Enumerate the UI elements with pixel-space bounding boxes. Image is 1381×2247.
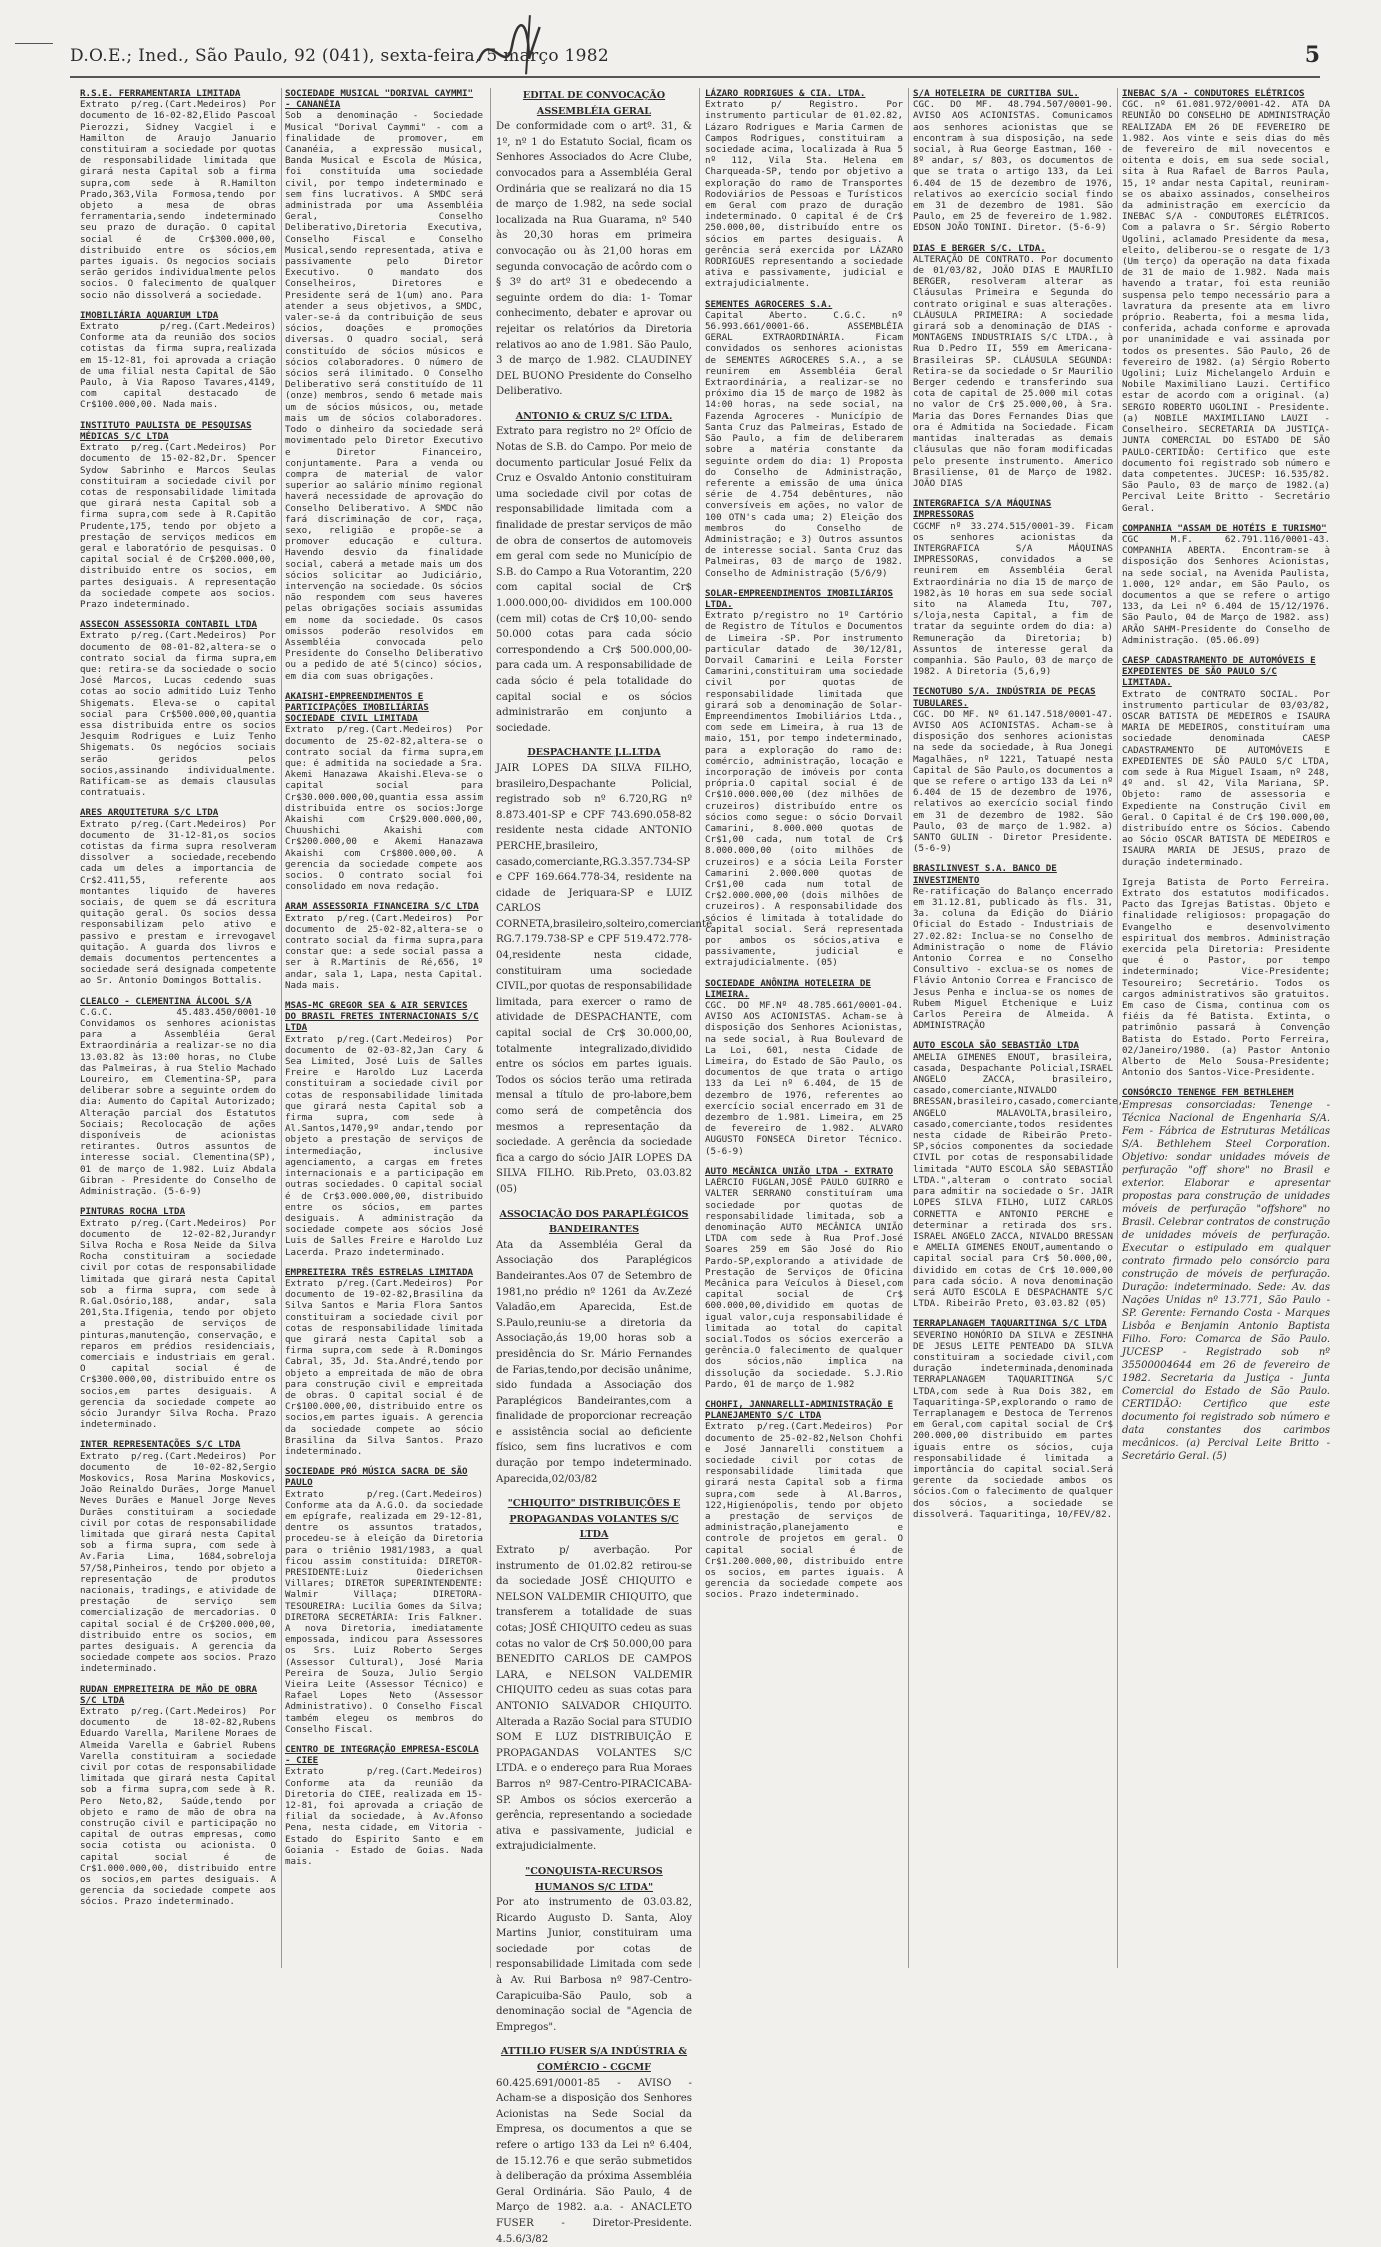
notice bbox=[913, 88, 1113, 234]
notice-body: Extrato p/reg.(Cart.Medeiros) Por documento de 10-02-82,Sergio Moskovics, Rosa Marina Moskovics, João Reinaldo Durães, Jorge Manuel Neves Durães e Manuel Jorge Neves Durães constituiram a sociedade civil por cotas de responsabilidade limitada que girará nesta Capital sob a firma supra, com sede à Av.Faria Lima, 1684,sobreloja 57/58,Pinheiros, tendo por objeto a representação de produtos nacionais, tradings, e atividade de prestação de serviço sem comercialização de mercadorias. O capital social é de Cr$200.000,00, distribuido entre os socios, em partes desiguais. A gerencia da sociedade compete aos socios. Prazo indeterminado. bbox=[80, 1450, 276, 1675]
notice bbox=[80, 1206, 276, 1430]
notice bbox=[705, 1399, 903, 1601]
notice-body: Extrato p/reg.(Cart.Medeiros) Por documento de 12-02-82,Jurandyr Silva Rocha e Rosa Neide da Silva Rocha constituiram a sociedade civil por cotas de responsabilidade limitada que girará nesta Capital sob a firma supra, com sede à R.Gal.Osório,188, andar, sala 201,Sta.Ifigenia, tendo por objeto a prestação de serviços de pinturas,manutenção, conservação, e reparos em prédios residenciais, comerciais e industriais em geral. O capital social é de Cr$300.000,00, distribuido entre os socios,em partes desiguais. A gerencia da sociedade compete ao sócio Jurandyr Silva Rocha. Prazo indeterminado. bbox=[80, 1217, 276, 1431]
notice bbox=[496, 1496, 692, 1855]
notice-body: Por ato instrumento de 03.03.82, Ricardo Augusto D. Santa, Aloy Martins Junior, constituiram uma sociedade por cotas de responsabilidade Limitada com sede à Av. Rui Barbosa nº 987-Centro-Carapicuiba-São Paulo, sob a denominação social de "Agencia de Empregos". bbox=[496, 1897, 692, 2033]
notice bbox=[913, 1040, 1124, 1310]
notice bbox=[705, 88, 903, 290]
notice-body: LAÉRCIO FUGLAN,JOSÉ PAULO GUIRRO e VALTER SERRANO constituíram uma sociedade por quotas de responsabilidade limitada, sob a denominação AUTO MECÂNICA UNIÃO LTDA com sede à Rua Prof.José Soares 259 em São José do Rio Pardo-SP,explorando a atividade de Prestação de Serviços de Oficina Mecânica para Veículos à Diesel,com capital social de Cr$ 600.000,00,dividido em quotas de igual valor,cuja responsabilidade é limitada ao total do capital social.Todos os sócios exercerão a gerência.O falecimento de qualquer dos sócios,não implica na dissolução da sociedade. S.J.Rio Pardo, 01 de março de 1.982 bbox=[705, 1177, 903, 1390]
notice bbox=[1122, 523, 1330, 646]
notice-body: 60.425.691/0001-85 - AVISO - Acham-se a disposição dos Senhores Acionistas na Sede Social da Empresa, os documentos a que se refere o artigo 133 da Lei nº 6.404, de 15.12.76 e que serão submetidos à deliberação da próxima Assembléia Geral Ordinária. São Paulo, 4 de Março de 1982. a.a. - ANACLETO FUSER - Diretor-Presidente. 4.5.6/3/82 bbox=[496, 2077, 692, 2245]
notice-body: Extrato p/registro no 1º Cartório de Registro de Títulos e Documentos de Limeira -SP. Por instrumento particular datado de 30/12/81, Dorvail Camarini e Leila Forster Camarini,constituiram uma sociedade civil por quotas de responsabilidade limitada que girará sob a denominação de Solar-Empreendimentos Imobiliários Ltda., com sede em Limeira, à rua 13 de maio, 151, por tempo indeterminado, para a exploração do ramo de: comércio, administração, locação e incorporação de imóveis por conta própria.O capital social é de Cr$10.000.000,00 (dez milhões de cruzeiros) distribuído entre os sócios como segue: o sócio Dorvail Camarini, 8.000.000 quotas de Cr$1,00 cada, num total de Cr$ 8.000.000,00 (oito milhões de cruzeiros) e a sócia Leila Forster Camarini 2.000.000 quotas de Cr$1,00 cada num total de Cr$2.000.000,00 (dois milhões de cruzeiros). A responsabilidade dos sócios é limitada à totalidade do capital social. Será representada por ambos os sócios,ativa e passivamente, judicial e extrajudicialmente. (05) bbox=[705, 610, 903, 969]
notice-body: Extrato p/reg.(Cart.Medeiros) Por documento de 25-02-82,altera-se o contrato social da firma supra,em que: é admitida na sociedade a Sra. Akemi Hanazawa Akaishi.Eleva-se o capital social para Cr$30.000.000,00,quantia essa assim distribuida entre os socios:Jorge Akaishi com Cr$29.000.000,00, Chuushichi Akaishi com Cr$200.000,00 e Akemi Hanazawa Akaishi com Cr$800.000,00. A gerencia da sociedade compete aos socios. O contrato social foi consolidado em nova redação. bbox=[285, 724, 483, 893]
notice bbox=[705, 1166, 903, 1390]
notice bbox=[285, 901, 483, 991]
notice-heading: EDITAL DE CONVOCAÇÃO ASSEMBLÉIA GERAL bbox=[522, 90, 666, 117]
notice-body: Sob a denominação - Sociedade Musical "Dorival Caymmi" - com a finalidade de promover, em Cananéia, a expressão musical, Banda Musical e Escola de Música, foi constituída uma sociedade civil, por tempo indeterminado e sem fins lucrativos. A SMDC será administrada por uma Assembléia Geral, Conselho Deliberativo,Diretoria Executiva, Conselho Fiscal e Conselho Musical,sendo representada, ativa e passivamente pelo Diretor Executivo. O mandato dos Conselheiros, Diretores e Presidente será de 1(um) ano. Para atender a seus objetivos, a SMDC, valer-se-á da contribuição de seus sócios, doações e promoções diversas. O quadro social, será constituído de sócios músicos e sócios colaboradores. O número de sócios será ilimitado. O Conselho Deliberativo será constituído de 11 (onze) membros, sendo 6 metade mais um de sócios músicos, ou, metade mais um de sócios colaboradores. Todo o dinheiro da sociedade será movimentado pelo Diretor Executivo e Diretor Financeiro, conjuntamente. Para a venda ou compra de material de valor superior ao salário mínimo regional haverá necessidade de aprovação do Conselho Deliberativo. A SMDC não fará discriminação de cor, raça, sexo, religião e propõe-se a promover educação e cultura. Havendo desvio da finalidade social, caberá a metade mais um dos sócios solicitar ao Judiciário, intervenção na sociedade. Os sócios não respondem com seus haveres pelas obrigações sociais assumidas em nome da sociedade. Os casos omissos poderão resolvidos em Assembléia convocada pelo Presidente do Conselho Deliberativo ou a pedido de até 5(cinco) sócios, em dia com suas obrigações. bbox=[285, 110, 483, 682]
notice bbox=[1122, 88, 1330, 514]
notice-body: Extrato p/reg.(Cart.Medeiros) Por documento de 25-02-82,altera-se o contrato social da firma supra,para constar que: a sede social passa a ser à R.Martinis de Ré,656, 1º andar, sala 1, Lapa, nesta Capital. Nada mais. bbox=[285, 912, 483, 991]
notice-body: De conformidade com o artº. 31, & 1º, nº 1 do Estatuto Social, ficam os Senhores Associados do Acre Clube, convocados para a Assembléia Geral Ordinária que se realizará no dia 15 de março de 1.982, na sede social localizada na Rua Guarama, nº 540 às 20,30 horas em primeira convocação ou às 21,00 horas em segunda convocação de acôrdo com o § 3º do artº 31 e obedecendo a seguinte ordem do dia: 1- Tomar conhecimento, debater e aprovar ou rejeitar os relatórios da Diretoria relativos ao ano de 1.981. São Paulo, 3 de março de 1.982. CLAUDINEY DEL BUONO Presidente do Conselho Deliberativo. bbox=[496, 121, 692, 398]
notice-heading: ARAM ASSESSORIA FINANCEIRA S/C LTDA bbox=[285, 901, 479, 913]
notice-heading: AUTO ESCOLA SÃO SEBASTIÃO LTDA bbox=[913, 1040, 1079, 1052]
page-number: 5 bbox=[1304, 42, 1320, 68]
notice-body: Extrato p/reg.(Cart.Medeiros) Por documento de 15-02-82,Dr. Spencer Sydow Sabrinho e Marcos Seulas constituiram a sociedade civil por cotas de responsabilidade limitada que girará nesta Capital sob a firma supra,com sede à R.Capitão Prudente,175, tendo por objeto a prestação de serviços medicos em geral e laboratório de pesquisas. O capital social é de Cr$200.000,00, distribuido entre os socios, em partes desiguais. A representação da sociedade compete aos socios. Prazo indeterminado. bbox=[80, 442, 276, 610]
notice-heading: LÁZARO RODRIGUES & CIA. LTDA. bbox=[705, 88, 866, 99]
notice-heading: ASSECON ASSESSORIA CONTABIL LTDA bbox=[80, 619, 258, 631]
notice-body: CGC. nº 61.081.972/0001-42. ATA DA REUNIÃO DO CONSELHO DE ADMINISTRAÇÃO REALIZADA EM 26 DE FEVEREIRO DE 1.982. Aos vinte e seis dias do mês de fevereiro de mil novecentos e oitenta e dois, em sua sede social, sita à Rua Rafael de Barros Paula, 15, 1º andar nesta Capital, reuniram-se os abaixo assinados, conselheiros da administração em exercício da INEBAC S/A - CONDUTORES ELÉTRICOS. Com a palavra o Sr. Sérgio Roberto Ugolini, aclamado Presidente da mesa, eleito, deliberou-se o resgate de 1/3 (Um terço) da operação na data fixada de 31 de maio de 1.982. Nada mais havendo a tratar, foi esta reunião suspensa pelo tempo necessário para a lavratura da presente ata em livro próprio. Reaberta, foi a mesma lida, conferida, achada conforme e aprovada por unanimidade e vai assinada por todos os presentes. São Paulo, 26 de fevereiro de 1982. (a) Sérgio Roberto Ugolini; Luiz Michelangelo Arduin e Nobile Maximiliano Lauzi. Certifico estar de acordo com a original. (a) SERGIO ROBERTO UGOLINI - Presidente. (a) NOBILE MAXIMILIANO LAUZI - Conselheiro. SECRETARIA DA JUSTIÇA-JUNTA COMERCIAL DO ESTADO DE SÃO PAULO-CERTIDÃO: Certifico que este documento foi registrado sob número e data competentes. JUCESP: 16.535/82. São Paulo, 03 de março de 1982.(a) Percival Leite Britto - Secretário Geral. bbox=[1122, 99, 1330, 514]
notice-heading: MSAS-MC GREGOR SEA & AIR SERVICES DO BRASIL FRETES INTERNACIONAIS S/C LTDA bbox=[285, 1000, 479, 1034]
notice-body: C.G.C. 45.483.450/0001-10 Convidamos os senhores acionistas para a Assembléia Geral Extraordinária a realizar-se no dia 13.03.82 às 13:00 horas, no Clube das Palmeiras, à rua Stelio Machado Loureiro, em Clementina-SP, para deliberar sobre a seguinte ordem do dia: Aumento do Capital Autorizado; Alteração parcial dos Estatutos Sociais; Recolocação de ações disponíveis de acionistas retirantes. Outros assuntos de interesse social. Clementina(SP), 01 de março de 1.982. Luiz Abdala Gibran - Presidente do Conselho de Administração. (5-6-9) bbox=[80, 1006, 276, 1198]
notice-body: CGC. DO MF. 48.794.507/0001-90. AVISO AOS ACIONISTAS. Comunicamos aos senhores acionistas que se encontram à sua disposição, na sede social, à Rua George Eastman, 160 - 8º andar, s/ 803, os documentos de que se trata o artigo 133, da Lei 6.404 de 15 de dezembro de 1976, relativos ao exercício social findo em 31 de dezembro de 1981. São Paulo, em 25 de fevereiro de 1.982. EDSON JOÃO TONINI. Diretor. (5-6-9) bbox=[913, 99, 1113, 234]
column-4 bbox=[705, 88, 903, 1993]
notice-heading: COMPANHIA "ASSAM DE HOTÉIS E TURISMO" bbox=[1122, 522, 1327, 534]
page-header bbox=[70, 42, 1320, 78]
notice-heading: IMOBILIÁRIA AQUARIUM LTDA bbox=[80, 309, 219, 321]
notice bbox=[285, 1267, 483, 1457]
notice-heading: SOLAR-EMPREENDIMENTOS IMOBILIÁRIOS LTDA. bbox=[705, 587, 894, 610]
notice bbox=[913, 243, 1113, 489]
column-rule bbox=[699, 88, 700, 1968]
notice bbox=[705, 299, 903, 579]
notice bbox=[285, 1744, 483, 1867]
notice bbox=[496, 1207, 692, 1488]
notice bbox=[1122, 655, 1330, 868]
column-rule bbox=[1117, 88, 1118, 1968]
notice-heading: ATTILIO FUSER S/A INDÚSTRIA & COMÉRCIO - CGCMF bbox=[500, 2046, 688, 2074]
column-rule bbox=[908, 88, 909, 1968]
notice-heading: ARES ARQUITETURA S/C LTDA bbox=[80, 807, 219, 819]
column-2 bbox=[285, 88, 483, 1993]
notice-heading: SOCIEDADE MUSICAL "DORIVAL CAYMMI" - CANANÉIA bbox=[285, 88, 474, 111]
notice-body: Extrato p/reg.(Cart.Medeiros) Conforme ata da reunião dos socios cotistas da firma supra,realizada em 15-12-81, foi aprovada a criação de uma filial nesta Capital de São Paulo, à Via Raposo Tavares,4149, com capital destacado de Cr$100.000,00. Nada mais. bbox=[80, 321, 276, 411]
notice-body: Igreja Batista de Porto Ferreira. Extrato dos estatutos modificados. Pacto das Igrejas Batistas. Objeto e finalidade religiosos: propagação do Evangelho e desenvolvimento espiritual dos membros. Administração exercida pela Diretoria: Presidente que é o Pastor, por tempo indeterminado; Vice-Presidente; Tesoureiro; Secretário. Todos os cargos administrativos são gratuitos. Em caso de Cisma, continua com os fiéis da fé Batista. Extinta, o patrimônio passará à Convenção Batista do Estado. Porto Ferreira, 02/Janeiro/1980. (a) Pastor Antonio Alberto de Melo Sousa-Presidente; Antonio dos Santos-Vice-Presidente. bbox=[1122, 876, 1330, 1079]
notice-body: Extrato para registro no 2º Ofício de Notas de S.B. do Campo. Por meio de documento particular Josué Felix da Cruz e Osvaldo Antonio constituiram uma sociedade civil por cotas de responsabilidade limitada com a finalidade de prestar serviços de mão de obra de consertos de automoveis em geral com sede no Município de S.B. do Campo a Rua Votorantim, 220 com capital social de Cr$ 1.000.000,00- divididos em 100.000 (cem mil) cotas de Cr$ 10,00- sendo 50.000 cotas para cada sócio correspondendo a Cr$ 500.000,00- para cada um. A responsabilidade de cada sócio é pela totalidade do capital social e os sócios administrarão em conjunto a sociedade. bbox=[496, 426, 692, 734]
notice-body: SEVERINO HONÓRIO DA SILVA e ZESINHA DE JESUS LEITE PENTEADO DA SILVA constituiram a sociedade civil,com duração indeterminada,denominada TERRAPLANAGEM TAQUARITINGA S/C LTDA,com sede à Rua Dois 382, em Taquaritinga-SP,explorando o ramo de Terraplanagem e Destoca de Terrenos em Geral,com capital social de Cr$ 200.000,00 distribuido em partes iguais entre os sócios, cuja responsabilidade é limitada a importância do capital social.Será gerente da sociedade ambos os sócios.Com o falecimento de qualquer dos sócios, a sociedade se dissolverá. Taquaritinga, 10/FEV/82. bbox=[913, 1329, 1113, 1520]
notice-body: Re-ratificação do Balanço encerrado em 31.12.81, publicado às fls. 31, 3a. coluna da Edição do Diário Oficial do Estado - Industriais de 27.02.82: Inclua-se no Conselho de Administração o nome de Flávio Antonio Correa e no Conselho Consultivo - exclua-se os nomes de Flávio Antonio Correa e Francisco de Jesus Penha e inclua-se os nomes de Rubem Miguel Etchenique e Luiz Carlos Pereira de Almeida. A ADMINISTRAÇÃO bbox=[913, 885, 1113, 1032]
notice bbox=[496, 745, 713, 1197]
notice bbox=[913, 498, 1113, 677]
notice-body: Extrato p/reg.(Cart.Medeiros) Por documento de 25-02-82,Nelson Chohfi e José Jannarelli constituem a sociedade civil por cotas de responsabilidade limitada que girará nesta Capital sob a firma supra,com sede à Al.Barros, 122,Higienópolis, tendo por objeto a prestação de serviços de administração,planejamento e controle de projetos em geral. O capital social é de Cr$1.200.000,00, distribuido entre os socios, em partes iguais. A gerencia da sociedade compete aos socios. Prazo indeterminado. bbox=[705, 1421, 903, 1601]
header-title: D.O.E.; Ined., São Paulo, 92 (041), sexta-feira, 5 março 1982 bbox=[70, 46, 610, 66]
notice-heading: DIAS E BERGER S/C. LTDA. bbox=[913, 242, 1046, 254]
notice-heading: EMPREITEIRA TRÊS ESTRELAS LIMITADA bbox=[285, 1266, 474, 1278]
notice-heading: CONSÓRCIO TENENGE FEM BETHLEHEM bbox=[1122, 1087, 1294, 1099]
handwritten-signature bbox=[468, 11, 556, 82]
notice bbox=[80, 1684, 276, 1908]
notice-body: CGCMF nº 33.274.515/0001-39. Ficam os senhores acionistas da INTERGRAFICA S/A MÁQUINAS IMPRESSORAS, convidados a se reunirem em Assembléia Geral Extraordinária no dia 15 de março de 1982,às 10 horas em sua sede social sito na Alameda Itu, 707, s/loja,nesta Capital, a fim de tratar da seguinte ordem do dia: a) Remuneração da Diretoria; b) Assuntos de interesse geral da companhia. São Paulo, 03 de março de 1982. A Diretoria (5,6,9) bbox=[913, 520, 1113, 678]
notice-body: Extrato p/ averbação. Por instrumento de 01.02.82 retirou-se da sociedade JOSÉ CHIQUITO e NELSON VALDEMIR CHIQUITO, que transferem a totalidade de suas cotas; JOSÉ CHIQUITO cedeu as suas cotas no valor de Cr$ 50.000,00 para BENEDITO CARLOS DE CAMPOS LARA, e NELSON VALDEMIR CHIQUITO cedeu as suas cotas para ANTONIO SALVADOR CHIQUITO. Alterada a Razão Social para STUDIO SOM E LUZ DISTRIBUIÇÃO E PROPAGANDAS VOLANTES S/C LTDA. e o endereço para Rua Moraes Barros nº 987-Centro-PIRACICABA-SP. Ambos os sócios exercerão a gerência, representando a sociedade ativa e passivamente, judicial e extrajudicialmente. bbox=[496, 1545, 692, 1853]
column-1 bbox=[80, 88, 276, 1993]
notice bbox=[80, 88, 276, 301]
notice bbox=[285, 691, 483, 893]
notice-body: Empresas consorciadas: Tenenge - Técnica Nacional de Engenharia S/A. Fem - Fábrica de Estruturas Metálicas S/A. Bethlehem Steel Corporation. Objetivo: sondar unidades móveis de perfuração "off shore" no Brasil e exterior. Elaborar e apresentar propostas para construção de unidades móveis de perfuração "offshore" no Brasil. Celebrar contratos de construção de unidades móveis de perfuração. Executar o estipulado em qualquer contrato firmado pelo consórcio para construção de móveis de perfuração. Duração: indeterminado. Sede: Av. das Nações Unidas nº 13.771, São Paulo - SP. Gerente: Fernando Costa - Marques Lisbôa e Benjamin Antonio Baptista Filho. Foro: Comarca de São Paulo. JUCESP - Registrado sob nº 35500004644 em 26 de fevereiro de 1982. Secretaria da Justiça - Junta Comercial do Estado de São Paulo. CERTIDÃO: Certifico que este documento foi registrado sob número e data constantes dos carimbos mecânicos. (a) Percival Leite Britto - Secretário Geral. (5) bbox=[1122, 1099, 1330, 1462]
notice bbox=[705, 588, 903, 969]
notice-heading: RUDAN EMPREITEIRA DE MÃO DE OBRA S/C LTDA bbox=[80, 1683, 258, 1706]
notice bbox=[913, 686, 1113, 854]
notice-body: Capital Aberto. C.G.C. nº 56.993.661/0001-66. ASSEMBLÉIA GERAL EXTRAORDINÁRIA. Ficam convidados os senhores acionistas de SEMENTES AGROCERES S.A., a se reunirem em Assembléia Geral Extraordinária, a realizar-se no próximo dia 15 de março de 1982 às 14:00 horas, na sede social, na Fazenda Agroceres - Município de Santa Cruz das Palmeiras, Estado de São Paulo, a fim de deliberarem sobre a matéria constante da seguinte ordem do dia: 1) Proposta do Conselho de Administração, referente a emissão de uma única série de 4.754 debêntures, não conversíveis em ações, no valor de 100 OTN's cada uma; 2) Eleição dos membros do Conselho de Administração; e 3) Outros assuntos de interesse social. Santa Cruz das Palmeiras, 03 de março de 1982. Conselho de Administração (5/6/9) bbox=[705, 309, 903, 579]
notice-body: Extrato p/ Registro. Por instrumento particular de 01.02.82, Lázaro Rodrigues e Maria Carmen de Campos Rodrigues, constituiram a sociedade acima, localizada à Rua 5 nº 112, Vila Sta. Helena em Charqueada-SP, tendo por objetivo a exploração do ramo de Transportes Rodoviários de Pessoas e Turísticos em Geral com prazo de duração indeterminado. O capital é de Cr$ 250.000,00, distribuído entre os sócios em partes desiguais. A gerência será exercida por LÁZARO RODRIGUES representando a sociedade ativa e passivamente, judicial e extrajudicialmente. bbox=[705, 99, 903, 290]
notice-heading: BRASILINVEST S.A. BANCO DE INVESTIMENTO bbox=[913, 863, 1057, 886]
notice bbox=[285, 1466, 483, 1735]
notice-heading: SEMENTES AGROCERES S.A. bbox=[705, 298, 833, 310]
notice-body: Extrato p/reg.(Cart.Medeiros) Por documento de 02-03-82,Jan Cary & Sea Limited, José Luis de Salles Freire e Haroldo Luz Lacerda constituiram a sociedade civil por cotas de responsabilidade limitada que girará nesta Capital sob a firma supra, com sede à Al.Santos,1470,9º andar,tendo por objeto a prestação de serviços de intermediação, inclusive agenciamento, a cargas em fretes internacionais e a participação em outras sociedades. O capital social é de Cr$3.000.000,00, distribuido entre os sócios, em partes desiguais. A administração da sociedade compete aos sócios José Luis de Salles Freire e Haroldo Luz Lacerda. Prazo indeterminado. bbox=[285, 1033, 483, 1258]
notice-heading: CAESP CADASTRAMENTO DE AUTOMÓVEIS E EXPEDIENTES DE SÃO PAULO S/C LIMITADA. bbox=[1122, 654, 1316, 689]
notice bbox=[80, 310, 276, 411]
notice bbox=[80, 996, 276, 1198]
notice bbox=[496, 88, 692, 400]
notice-body: Ata da Assembléia Geral da Associação dos Paraplégicos Bandeirantes.Aos 07 de Setembro de 1981,no prédio nº 1261 da Av.Zezé Valadão,em Aparecida, Est.de S.Paulo,reuniu-se a diretoria da Associação,ás 19,00 horas sob a presidência do Sr. Mário Fernandes de Farias,tendo,por decisão unânime, sido fundada a Associação dos Paraplégicos Bandeirantes,com a finalidade de proporcionar recreação e assistência social ao deficiente físico, sem fins lucrativos e com duração por tempo indeterminado. Aparecida,02/03/82 bbox=[496, 1239, 692, 1485]
notice-heading: S/A HOTELEIRA DE CURITIBA SUL. bbox=[913, 88, 1079, 99]
notice bbox=[496, 1864, 692, 2036]
notice-body: Extrato p/reg.(Cart.Medeiros) Conforme ata da A.G.O. da sociedade em epígrafe, realizada em 29-12-81, dentre os assuntos tratados, procedeu-se à eleição da Diretoria para o triênio 1981/1983, a qual ficou assim constituida: DIRETOR-PRESIDENTE:Luiz Oiederichsen Villares; DIRETOR SUPERINTENDENTE: Walmir Villaça; DIRETORA-TESOUREIRA: Lucilia Gomes da Silva; DIRETORA SECRETÁRIA: Iris Falkner. A nova Diretoria, imediatamente empossada, indicou para Assessores os Srs. Luiz Roberto Serges (Assessor Cultural), José Maria Pereira de Souza, Julio Sergio Vieira Leite (Assessor Técnico) e Rafael Lopes Neto (Assessor Administrativo). O Conselho Fiscal também elegeu os membros do Conselho Fiscal. bbox=[285, 1488, 483, 1735]
signature-scribble bbox=[468, 9, 567, 91]
notice-heading: INTER REPRESENTAÇÕES S/C LTDA bbox=[80, 1439, 241, 1451]
column-6 bbox=[1122, 88, 1330, 1993]
notice-heading: CHOHFI, JANNARELLI-ADMINISTRAÇÃO E PLANEJAMENTO S/C LTDA bbox=[705, 1398, 894, 1422]
notice-heading: INSTITUTO PAULISTA DE PESQUISAS MÉDICAS S/C LTDA bbox=[80, 419, 252, 442]
notice-heading: AKAISHI-EMPREENDIMENTOS E PARTICIPAÇÕES IMOBILIÁRIAS SOCIEDADE CIVIL LIMITADA bbox=[285, 690, 429, 725]
notice-heading: "CHIQUITO" DISTRIBUIÇÕES E PROPAGANDAS VOLANTES S/C LTDA bbox=[507, 1498, 681, 1541]
notice-body: CGC M.F. 62.791.116/0001-43. COMPANHIA ABERTA. Encontram-se à disposição dos Senhores Acionistas, na sede social, na Avenida Paulista, 1.000, 12º andar, em São Paulo, os documentos a que se refere o artigo 133, da Lei nº 6.404 de 15/12/1976. São Paulo, 04 de Março de 1982. ass) ARÃO SAHM-Presidente do Conselho de Administração. (05.06.09) bbox=[1122, 533, 1330, 646]
notice-heading: INTERGRAFICA S/A MÁQUINAS IMPRESSORAS bbox=[913, 498, 1052, 521]
notice-heading: "CONQUISTA-RECURSOS HUMANOS S/C LTDA" bbox=[525, 1865, 663, 1893]
notice-heading: DESPACHANTE J.L.LTDA bbox=[527, 747, 661, 759]
notice-body: JAIR LOPES DA SILVA FILHO, brasileiro,Despachante Policial, registrado sob nº 6.720,RG nº 8.873.401-SP e CPF 743.690.058-82 residente nesta cidade ANTONIO PERCHE,brasileiro, casado,comerciante,RG.3.357.734-SP e CPF 169.664.778-34, residente na cidade de Jeriquara-SP e LUIZ CARLOS CORNETA,brasileiro,solteiro,comerciante RG.7.179.738-SP e CPF 519.472.778-04,residente nesta cidade, constituiram uma sociedade CIVIL,por quotas de responsabilidade limitada, para exercer o ramo de atividade de DESPACHANTE, com capital social de Cr$ 30.000,00, totalmente integralizado,dividido entre os sócios em partes iguais. Todos os sócios terão uma retirada mensal a título de pro-labore,bem como será de competência dos mesmos a representação da sociedade. A gerência da sociedade fica a cargo do sócio JAIR LOPES DA SILVA FILHO. Rib.Preto, 03.03.82 (05) bbox=[496, 762, 713, 1195]
notice bbox=[80, 420, 276, 610]
notice-heading: TECNOTUBO S/A. INDÚSTRIA DE PEÇAS TUBULARES. bbox=[913, 686, 1096, 709]
notice-body: Extrato p/reg.(Cart.Medeiros) Por documento de 16-02-82,Elido Pascoal Pierozzi, Sidney Vacgiel i e Hamilton de Araujo Januario constituiram a sociedade por quotas de responsabilidade limitada que girará nesta Capital sob a firma supra,com sede à R.Hamilton Prado,363,Vila Formosa,tendo por objeto a mesa de obras ferramentaria,sendo indeterminado seu prazo de duração. O capital social é de Cr$300.000,00, distribuido entre os sócios,em partes iguais. Os negocios sociais serão geridos individualmente pelos socios. O falecimento de qualquer socio não dissolverá a sociedade. bbox=[80, 99, 276, 301]
notice-body: Extrato p/reg.(Cart.Medeiros) Por documento de 31-12-81,os socios cotistas da firma supra resolveram dissolver a sociedade,recebendo cada um deles a importancia de Cr$2.411,55, referente aos montantes liquido de haveres sociais, de quem se dá escritura quitação geral. Os socios dessa responsabilizam pelo ativo e passivo e prestam e irrevogavel quitação. A guarda dos livros e demais documentos pertencentes a sociedade será designada competente ao Sr. Antonio Domingos Bottalis. bbox=[80, 818, 276, 987]
notice-heading: ASSOCIAÇÃO DOS PARAPLÉGICOS BANDEIRANTES bbox=[499, 1208, 689, 1236]
notice-body: Extrato p/reg.(Cart.Medeiros) Por documento de 19-02-82,Brasilina da Silva Santos e Maria Flora Santos constituiram a sociedade civil por cotas de responsabilidade limitada que girará nesta Capital sob a firma supra,com sede à R.Domingos Cabral, 35, Jd. Sta.André,tendo por objeto a empreitada de mão de obra para construção civil e empreitada de obras. O capital social é de Cr$100.000,00, distribuido entre os socios,em partes iguais. A gerencia da sociedade compete ao sócio Brasilina da Silva Santos. Prazo indeterminado. bbox=[285, 1277, 483, 1457]
column-rule bbox=[490, 88, 491, 1968]
notice bbox=[705, 978, 903, 1157]
notice bbox=[1122, 1087, 1330, 1462]
notice-body: Extrato de CONTRATO SOCIAL. Por instrumento particular de 03/03/82, OSCAR BATISTA DE MEDEIROS e ISAURA MARIA DE MEDEIROS, constituíram uma sociedade denominada CAESP CADASTRAMENTO DE AUTOMÓVEIS E EXPEDIENTES DE SÃO PAULO S/C LTDA, com sede à Rua Miguel Isaam, nº 248, 4º and. sl 42, Vila Mariana, SP. Objeto: ramo de assessoria e Expediente na Construção Civil em Geral. O Capital é de Cr$ 190.000,00, distribuído entre os Sócios. Cabendo ao Sócio OSCAR BATISTA DE MEDEIROS e ISAURA MARIA DE JESUS, prazo de duração indeterminado. bbox=[1122, 688, 1330, 868]
column-3 bbox=[496, 88, 713, 2245]
notice bbox=[285, 1000, 483, 1258]
corner-rule bbox=[15, 43, 53, 44]
notice bbox=[80, 619, 276, 798]
notice-body: Extrato p/reg.(Cart.Medeiros) Conforme ata da reunião da Diretoria do CIEE, realizada em 15-12-81, foi aprovada a criação de filial da sociedade, à Av.Afonso Pena, nesta cidade, em Vitoria - Estado do Espirito Santo e em Goiania - Estado de Goias. Nada mais. bbox=[285, 1766, 483, 1868]
column-rule bbox=[281, 88, 282, 1968]
notice bbox=[496, 2044, 692, 2247]
notice-body: CGC. DO MF.Nº 48.785.661/0001-04. AVISO AOS ACIONISTAS. Acham-se à disposição dos Senhores Acionistas, na sede social, à Rua Boulevard de La Loi, 601, nesta Cidade de Limeira, do Estado de São Paulo, os documentos de que trata o artigo 133 da Lei nº 6.404, de 15 de dezembro de 1976, referentes ao exercício social encerrado em 31 de dezembro de 1.981. Limeira, em 25 de fevereiro de 1.982. ALVARO AUGUSTO FONSECA Diretor Técnico. (5-6-9) bbox=[705, 1000, 903, 1157]
notice-heading: CENTRO DE INTEGRAÇÃO EMPRESA-ESCOLA - CIEE bbox=[285, 1744, 479, 1767]
notice-heading: INEBAC S/A - CONDUTORES ELÉTRICOS bbox=[1122, 88, 1305, 99]
notice-body: AMELIA GIMENES ENOUT, brasileira, casada, Despachante Policial,ISRAEL ANGELO ZACCA, brasileiro, casado,comerciante,NIVALDO BRESSAN,brasileiro,casado,comerciante, ANGELO MALAVOLTA,brasileiro, casado,comerciante,todos residentes nesta cidade de Ribeirão Preto-SP,sócios componentes da sociedade CIVIL por cotas de responsabilidade limitada "AUTO ESCOLA SÃO SEBASTIÃO LTDA.",alteram o contrato social para admitir na sociedade o Sr. JAIR LOPES SILVA FILHO, LUIZ CARLOS CORNETTA e ANTONIO PERCHE e determinar a retirada dos srs. ISRAEL ANGELO ZACCA, NIVALDO BRESSAN e AMELIA GIMENES ENOUT,aumentando o capital social para Cr$ 50.000,00, dividido em cotas de Cr$ 10.000,00 para cada sócio. A nova denominação será AUTO ESCOLA E DESPACHANTE S/C LTDA. Ribeirão Preto, 03.03.82 (05) bbox=[913, 1051, 1124, 1310]
notice-heading: TERRAPLANAGEM TAQUARITINGA S/C LTDA bbox=[913, 1318, 1107, 1330]
notice-body: CGC. DO MF. Nº 61.147.518/0001-47. AVISO AOS ACIONISTAS. Acham-se à disposição dos senhores acionistas na sede da sociedade, à Rua Jonegi Magalhães, nº 1221, Tatuapé nesta Capital de São Paulo,os documentos a que se refere o artigo 133 da Lei nº 6.404 de 15 de dezembro de 1976, relativos ao exercício social findo em 31 de dezembro de 1982. São Paulo, 03 de março de 1.982. a) SANTO GULIN - Diretor Presidente. (5-6-9) bbox=[913, 708, 1113, 855]
notice-heading: PINTURAS ROCHA LTDA bbox=[80, 1206, 186, 1218]
notice-body: ALTERAÇÃO DE CONTRATO. Por documento de 01/03/82, JOÃO DIAS E MAURÍLIO BERGER, resolveram alterar as Cláusulas Primeira e Segunda do contrato original e suas alterações. CLÁUSULA PRIMEIRA: A sociedade girará sob a denominação de DIAS - MONTAGENS INDUSTRIAIS S/C LTDA., à Rua D.Pedro II, 559 em Americana-Brasileiras SP. CLÁUSULA SEGUNDA: Retira-se da sociedade o Sr Maurilio Berger cedendo e transferindo sua cota de capital de 25.000 mil cotas no valor de Cr$ 25.000,00, à Sra. Maria das Dores Fernandes Dias que ora é Admitida na Sociedade. Ficam mantidas inalteradas as demais cláusulas que não foram modificadas pelo presente instrumento. Americo Brasiliense, 01 de Março de 1982. JOÃO DIAS bbox=[913, 253, 1113, 489]
notice bbox=[1122, 877, 1330, 1079]
notice-heading: CLEALCO - CLEMENTINA ÁLCOOL S/A bbox=[80, 995, 252, 1007]
notice-body: Extrato p/reg.(Cart.Medeiros) Por documento de 18-02-82,Rubens Eduardo Varella, Marilene Moraes de Almeida Varella e Gabriel Rubens Varella constituiram a sociedade civil por cotas de responsabilidade limitada que girará nesta Capital sob a firma supra,com sede à R. Pero Neto,82, Saúde,tendo por objeto e ramo de mão de obra na construção civil e participação no capital de outras empresas, como socia cotista ou acionista. O capital social é de Cr$1.000.000,00, distribuido entre os socios,em partes desiguais. A gerencia da sociedade compete aos sócios. Prazo indeterminado. bbox=[80, 1706, 276, 1908]
notice bbox=[913, 1318, 1113, 1520]
notice-heading: ANTONIO & CRUZ S/C LTDA. bbox=[515, 410, 673, 422]
notice bbox=[285, 88, 483, 682]
notice-heading: R.S.E. FERRAMENTARIA LIMITADA bbox=[80, 88, 241, 99]
notice-heading: SOCIEDADE PRÓ MÚSICA SACRA DE SÃO PAULO bbox=[285, 1466, 468, 1489]
column-5 bbox=[913, 88, 1124, 1993]
notice-heading: SOCIEDADE ANÔNIMA HOTELEIRA DE LIMEIRA. bbox=[705, 977, 871, 1000]
notice-heading: AUTO MECÂNICA UNIÃO LTDA - EXTRATO bbox=[705, 1165, 894, 1177]
notice-body: Extrato p/reg.(Cart.Medeiros) Por documento de 08-01-82,altera-se o contrato social da firma supra,em que: retira-se da sociedade o socio José Marcos, Lucas cedendo suas cotas ao socio admitido Luiz Tenho Shigemats. Eleva-se o capital social para Cr$500.000,00,quantia essa distribuida entre os socios Jesquim Rodrigues e Luiz Tenho Shigemats. Os negócios sociais serão geridos pelos socios,assinando individualmente. Ratificam-se as demais clausulas contratuais. bbox=[80, 630, 276, 799]
notice bbox=[496, 409, 692, 736]
notice bbox=[80, 1439, 276, 1674]
notice bbox=[913, 863, 1113, 1031]
notice bbox=[80, 807, 276, 986]
